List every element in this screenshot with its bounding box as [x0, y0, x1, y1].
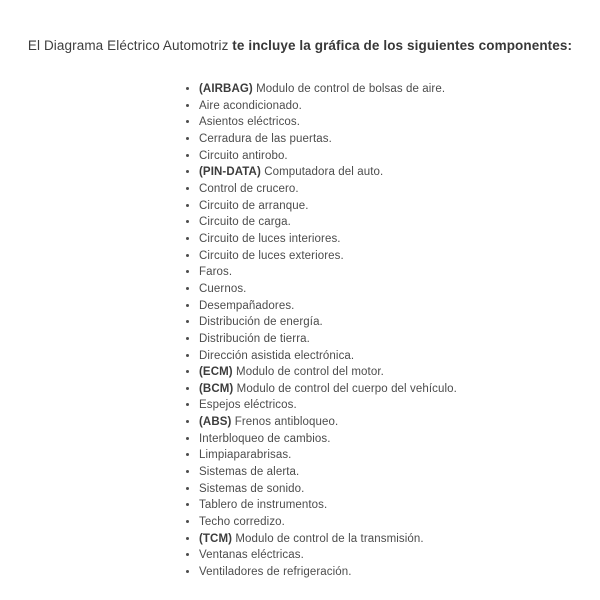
component-item	[199, 148, 457, 165]
component-item	[199, 431, 457, 448]
component-text: Computadora del auto.	[264, 166, 384, 179]
component-text: Ventanas eléctricas.	[199, 549, 304, 562]
component-item	[199, 214, 457, 231]
page-title-regular: El Diagrama Eléctrico Automotriz	[27, 38, 229, 53]
component-text: Tablero de instrumentos.	[199, 499, 328, 512]
component-item	[199, 447, 457, 464]
component-item	[199, 564, 457, 581]
component-item	[199, 248, 457, 265]
component-item	[199, 364, 457, 381]
component-text: Cerradura de las puertas.	[199, 132, 332, 145]
component-item	[199, 314, 457, 331]
component-item	[199, 281, 457, 298]
component-text: Circuito de luces exteriores.	[199, 249, 344, 262]
component-text: Circuito de carga.	[199, 216, 291, 229]
component-text: Dirección asistida electrónica.	[199, 349, 355, 362]
component-text: Circuito de arranque.	[199, 199, 309, 212]
components-list	[186, 81, 457, 581]
component-text: Circuito antirobo.	[199, 149, 288, 162]
component-item	[199, 348, 457, 365]
component-text: Frenos antibloqueo.	[234, 416, 339, 429]
component-text: Cuernos.	[199, 282, 247, 295]
component-text: Limpiaparabrisas.	[199, 449, 292, 462]
component-item	[199, 531, 457, 548]
component-item	[199, 164, 457, 181]
component-item	[199, 331, 457, 348]
component-item	[199, 98, 457, 115]
component-text: Aire acondicionado.	[199, 99, 302, 112]
component-item	[199, 464, 457, 481]
component-item	[199, 264, 457, 281]
page-title	[0, 0, 600, 56]
component-item	[199, 181, 457, 198]
component-text: Ventiladores de refrigeración.	[199, 566, 352, 579]
component-item	[199, 414, 457, 431]
component-text: Sistemas de alerta.	[199, 466, 300, 479]
component-text: Desempañadores.	[199, 299, 295, 312]
component-code: (BCM)	[199, 382, 237, 395]
component-text: Techo corredizo.	[199, 516, 285, 529]
component-text: Modulo de control del motor.	[236, 366, 384, 379]
component-item	[199, 397, 457, 414]
component-text: Distribución de energía.	[199, 316, 323, 329]
component-item	[199, 481, 457, 498]
component-code: (PIN-DATA)	[199, 166, 265, 179]
component-item	[199, 298, 457, 315]
page-title-bold: te incluye la gráfica de los siguientes componentes:	[232, 38, 573, 53]
component-text: Interbloqueo de cambios.	[199, 432, 331, 445]
component-code: (ABS)	[199, 416, 235, 429]
component-item	[199, 198, 457, 215]
component-text: Modulo de control del cuerpo del vehículo.	[236, 382, 457, 395]
component-text: Asientos eléctricos.	[199, 116, 301, 129]
component-text: Modulo de control de la transmisión.	[235, 532, 424, 545]
component-item	[199, 514, 457, 531]
component-text: Control de crucero.	[199, 182, 299, 195]
component-text: Faros.	[199, 266, 233, 279]
component-text: Modulo de control de bolsas de aire.	[256, 83, 446, 95]
component-code: (TCM)	[199, 532, 236, 545]
component-text: Circuito de luces interiores.	[199, 232, 341, 245]
component-text: Distribución de tierra.	[199, 332, 310, 345]
component-item	[199, 131, 457, 148]
component-item	[199, 81, 457, 98]
component-code: (AIRBAG)	[199, 83, 257, 95]
component-text: Sistemas de sonido.	[199, 482, 305, 495]
component-text: Espejos eléctricos.	[199, 399, 297, 412]
component-item	[199, 381, 457, 398]
component-item	[199, 231, 457, 248]
component-item	[199, 114, 457, 131]
component-item	[199, 547, 457, 564]
component-item	[199, 497, 457, 514]
component-code: (ECM)	[199, 366, 237, 379]
